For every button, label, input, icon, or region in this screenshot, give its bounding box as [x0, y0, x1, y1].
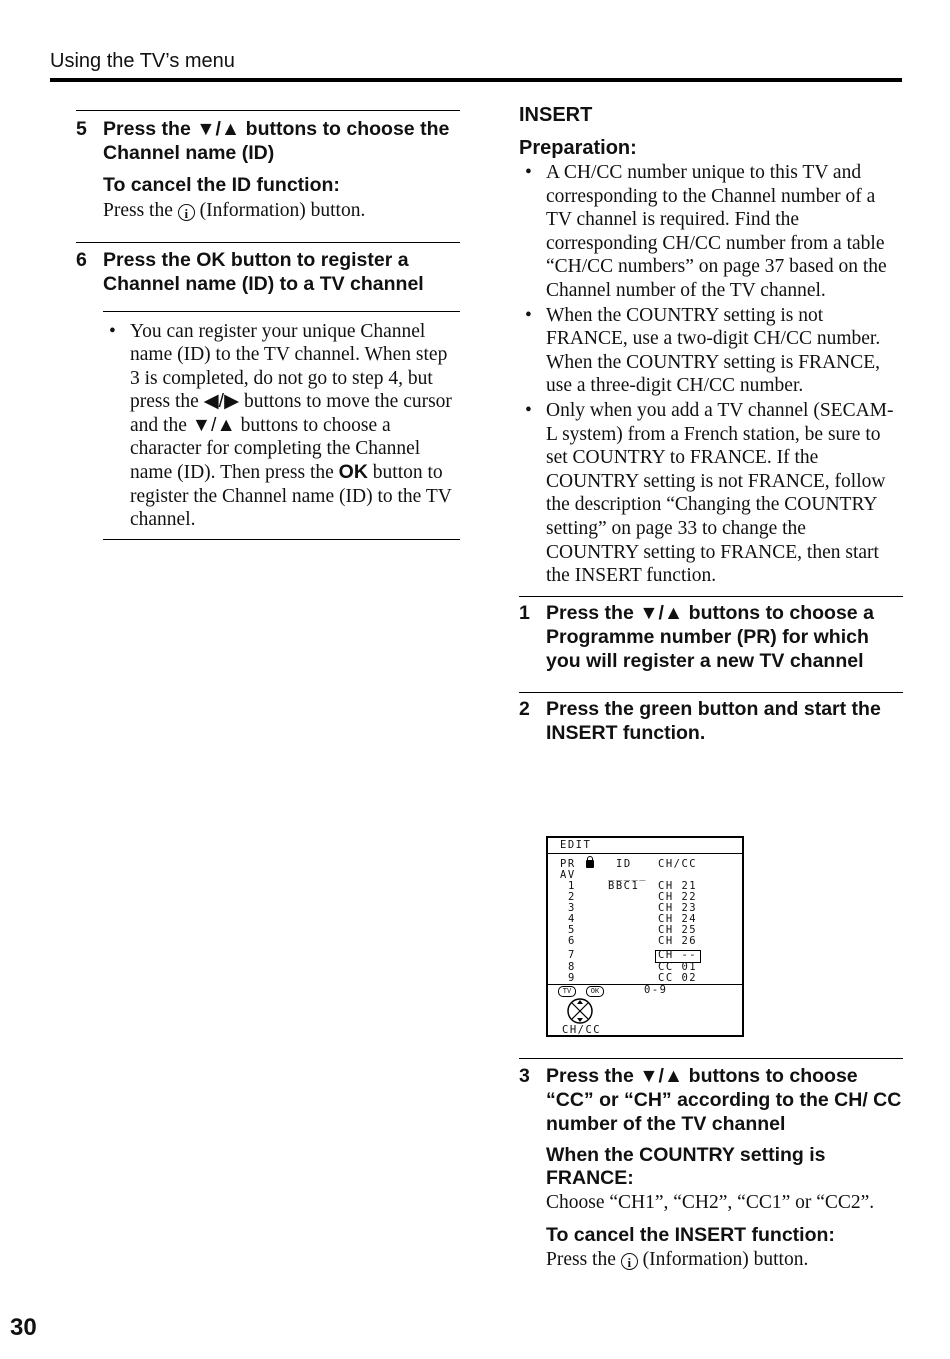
row-av: AV: [560, 869, 576, 881]
down-up-arrows-icon: ▼/▲: [191, 413, 236, 436]
pr-number: 2: [568, 891, 576, 903]
dpad-icon: [566, 997, 594, 1025]
country-text: Choose “CH1”, “CH2”, “CC1” or “CC2”.: [546, 1192, 875, 1213]
step-1: [519, 601, 903, 673]
information-icon: i: [621, 1253, 638, 1270]
pr-number: 4: [568, 913, 576, 925]
pr-number: 1: [568, 880, 576, 892]
step-2: [519, 697, 903, 745]
divider: [103, 311, 460, 312]
chcc-value: CC 01: [658, 961, 698, 973]
step-text: Press the ▼/▲ buttons to choose “CC” or “CH” according to the CH/ CC number of the TV channel: [546, 1065, 902, 1135]
step-5: [76, 117, 460, 165]
cancel-id-text: Press the i (Information) button.: [103, 200, 366, 221]
step-text: Press the OK button to register a Channel name (ID) to a TV channel: [103, 248, 424, 295]
column-id: ID: [616, 858, 632, 870]
pr-number: 3: [568, 902, 576, 914]
column-chcc: CH/CC: [658, 858, 698, 870]
divider: [76, 242, 460, 243]
pr-number: 5: [568, 924, 576, 936]
left-right-arrows-icon: ◀/▶: [203, 390, 240, 413]
down-up-arrows-icon: ▼/▲: [196, 118, 241, 140]
screen-footer: CH/CC: [562, 1024, 602, 1036]
step-3-block: [519, 1058, 903, 1271]
chcc-value: CH 26: [658, 935, 698, 947]
cancel-insert-heading: To cancel the INSERT function:: [546, 1223, 835, 1246]
pr-number: 9: [568, 972, 576, 984]
header-rule: [50, 78, 902, 82]
divider: [103, 539, 460, 540]
step-number: 2: [519, 697, 530, 720]
insert-title: INSERT: [519, 104, 593, 126]
digit-range: 0-9: [644, 984, 668, 996]
chcc-value: CH --: [658, 949, 698, 961]
step-text: Press the ▼/▲ buttons to choose the Channel name (ID): [103, 118, 450, 164]
pr-number: 6: [568, 935, 576, 947]
right-column: [519, 104, 903, 745]
chcc-value: CH 21: [658, 880, 698, 892]
step-3: [519, 1064, 903, 1136]
divider: [76, 110, 460, 111]
lock-icon: [586, 860, 594, 868]
cancel-id-heading: To cancel the ID function:: [103, 174, 340, 196]
left-column: [76, 110, 460, 540]
preparation-title: Preparation:: [519, 137, 637, 159]
cancel-insert-text: Press the i (Information) button.: [546, 1248, 809, 1270]
country-heading: When the COUNTRY setting is FRANCE:: [546, 1144, 826, 1189]
page-header: Using the TV’s menu: [50, 50, 235, 72]
chcc-value: CH 25: [658, 924, 698, 936]
screen-rule: [548, 853, 742, 854]
step-number: 1: [519, 601, 530, 624]
ok-button-icon: OK: [196, 248, 226, 271]
divider: [519, 596, 903, 597]
pr-number: 7: [568, 949, 576, 961]
tv-edit-screen: [546, 836, 744, 1037]
screen-title: EDIT: [560, 839, 592, 851]
step-text: Press the green button and start the INSERT function.: [546, 697, 881, 744]
step-6-notes: [103, 320, 455, 532]
column-pr: PR: [560, 858, 576, 870]
list-item: • Only when you add a TV channel (SECAM-L system) from a French station, be sure to set COUNTRY to FRANCE. If the COUNTRY setting is not FRANCE, follow the description “Changing the COUNTRY setting” on page 33 to change the COUNTRY setting to FRANCE, then start the INSERT function.: [519, 399, 903, 588]
ok-button-icon: OK: [586, 986, 604, 997]
preparation-list: [519, 161, 903, 588]
ok-button-icon: OK: [338, 461, 368, 484]
tv-button-icon: TV: [558, 986, 576, 997]
id-value: BBC1: [608, 880, 640, 892]
step-number: 6: [76, 248, 87, 271]
step-number: 5: [76, 118, 87, 140]
id-blank: _____: [608, 869, 648, 881]
pr-number: 8: [568, 961, 576, 973]
step-6: [76, 248, 460, 296]
page-number: 30: [10, 1314, 37, 1341]
list-item: • A CH/CC number unique to this TV and corresponding to the Channel number of a TV channel is required. Find the corresponding CH/CC number from a table “CH/CC numbers” on page 37 based on the Channel number of the TV channel.: [519, 161, 903, 303]
list-item: • You can register your unique Channel name (ID) to the TV channel. When step 3 is completed, do not go to step 4, but press the ◀/▶ buttons to move the cursor and the ▼/▲ buttons to choose a character for completing the Channel name (ID). Then press the OK button to register the Channel name (ID) to the TV channel.: [103, 320, 455, 532]
chcc-value: CH 22: [658, 891, 698, 903]
down-up-arrows-icon: ▼/▲: [639, 1065, 684, 1087]
chcc-value: CH 23: [658, 902, 698, 914]
chcc-value: CC 02: [658, 972, 698, 984]
chcc-value: CH 24: [658, 913, 698, 925]
divider: [519, 1058, 903, 1059]
divider: [519, 692, 903, 693]
list-item: • When the COUNTRY setting is not FRANCE, use a two-digit CH/CC number. When the COUNTRY setting is FRANCE, use a three-digit CH/CC number.: [519, 304, 903, 398]
step-text: Press the ▼/▲ buttons to choose a Programme number (PR) for which you will register a new TV channel: [546, 601, 874, 672]
information-icon: i: [178, 204, 195, 221]
down-up-arrows-icon: ▼/▲: [639, 601, 684, 624]
step-number: 3: [519, 1065, 530, 1087]
